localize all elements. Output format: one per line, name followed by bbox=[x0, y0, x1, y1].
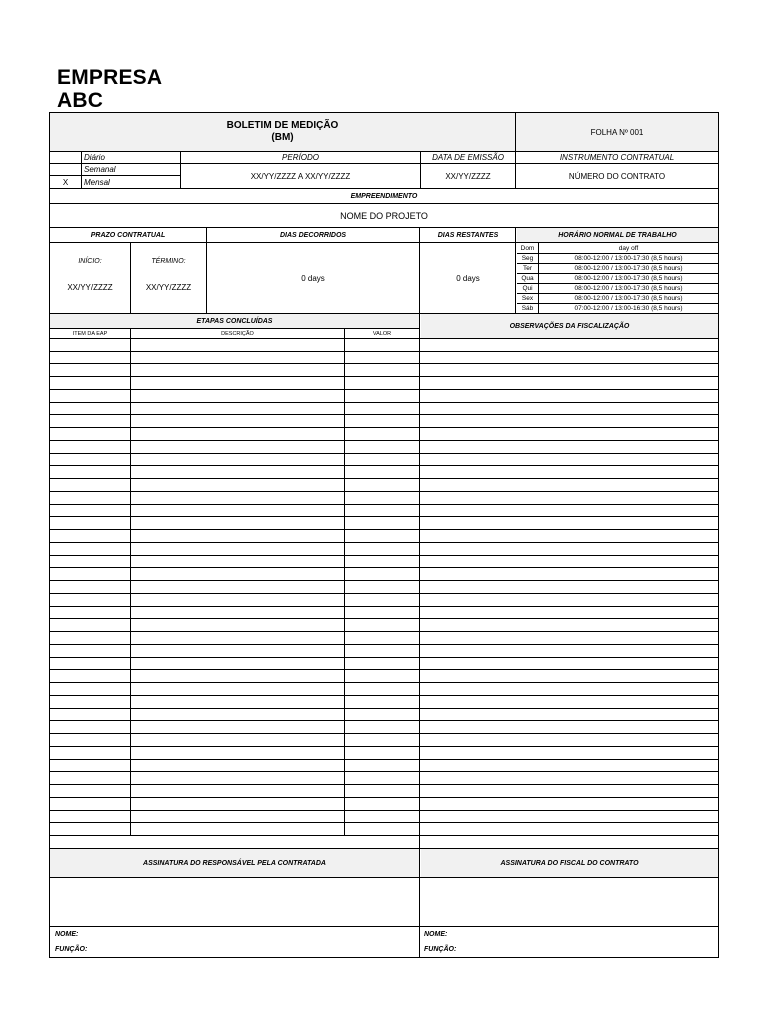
schedule-hours: 08:00-12:00 / 13:00-17:30 (8,5 hours) bbox=[574, 294, 683, 302]
work-schedule-table bbox=[517, 243, 718, 313]
stage-row[interactable] bbox=[50, 594, 718, 606]
stage-row[interactable] bbox=[50, 441, 718, 453]
work-schedule-label: HORÁRIO NORMAL DE TRABALHO bbox=[517, 228, 718, 242]
frequency-monthly-label: Mensal bbox=[84, 177, 110, 187]
remaining-days-value[interactable]: 0 days bbox=[456, 273, 480, 283]
column-description: DESCRIÇÃO bbox=[221, 330, 254, 337]
measurement-form bbox=[49, 112, 719, 958]
period-label: PERÍODO bbox=[282, 153, 319, 162]
schedule-hours: 08:00-12:00 / 13:00-17:30 (8,5 hours) bbox=[574, 264, 683, 272]
stage-row[interactable] bbox=[50, 364, 718, 376]
stage-row[interactable] bbox=[50, 492, 718, 504]
column-value: VALOR bbox=[372, 330, 392, 337]
contractor-signature-label: ASSINATURA DO RESPONSÁVEL PELA CONTRATADA bbox=[50, 849, 419, 877]
schedule-hours: 08:00-12:00 / 13:00-17:30 (8,5 hours) bbox=[574, 274, 683, 282]
company-name bbox=[57, 66, 162, 112]
inspector-signature-label: ASSINATURA DO FISCAL DO CONTRATO bbox=[421, 849, 718, 877]
elapsed-days-label: DIAS DECORRIDOS bbox=[279, 231, 347, 239]
stage-row[interactable] bbox=[50, 568, 718, 580]
inspector-role-label: FUNÇÃO: bbox=[424, 946, 457, 953]
schedule-day: Dom bbox=[520, 244, 535, 252]
stage-row[interactable] bbox=[50, 581, 718, 593]
observations-label: OBSERVAÇÕES DA FISCALIZAÇÃO bbox=[421, 314, 718, 338]
frequency-daily-label: Diário bbox=[84, 153, 105, 162]
stage-row[interactable] bbox=[50, 517, 718, 529]
schedule-hours: 08:00-12:00 / 13:00-17:30 (8,5 hours) bbox=[574, 254, 683, 262]
schedule-hours: day off bbox=[618, 244, 639, 252]
contract-value[interactable]: NÚMERO DO CONTRATO bbox=[568, 171, 666, 181]
stage-row[interactable] bbox=[50, 415, 718, 427]
form-title-line2: (BM) bbox=[271, 132, 294, 143]
schedule-day: Qua bbox=[521, 274, 534, 282]
elapsed-days-value[interactable]: 0 days bbox=[301, 273, 325, 283]
stage-row[interactable] bbox=[50, 798, 718, 810]
stage-row[interactable] bbox=[50, 696, 718, 708]
frequency-daily-mark[interactable] bbox=[50, 152, 81, 163]
schedule-day: Sáb bbox=[521, 304, 534, 312]
stage-row[interactable] bbox=[50, 352, 718, 364]
frequency-monthly-mark[interactable]: X bbox=[62, 177, 69, 187]
stage-row[interactable] bbox=[50, 645, 718, 657]
contractor-name-label: NOME: bbox=[55, 931, 79, 938]
deadline-label: PRAZO CONTRATUAL bbox=[90, 231, 166, 239]
period-value[interactable]: XX/YY/ZZZZ A XX/YY/ZZZZ bbox=[250, 171, 351, 181]
frequency-weekly-mark[interactable] bbox=[50, 164, 81, 175]
stage-row[interactable] bbox=[50, 811, 718, 823]
remaining-days-label: DIAS RESTANTES bbox=[437, 231, 499, 239]
stage-row[interactable] bbox=[50, 403, 718, 415]
start-date-value[interactable]: XX/YY/ZZZZ bbox=[67, 282, 113, 292]
stage-row[interactable] bbox=[50, 670, 718, 682]
stage-row[interactable] bbox=[50, 543, 718, 555]
stage-row[interactable] bbox=[50, 607, 718, 619]
stage-row[interactable] bbox=[50, 709, 718, 721]
schedule-day: Ter bbox=[522, 264, 533, 272]
stage-row[interactable] bbox=[50, 428, 718, 440]
stage-row[interactable] bbox=[50, 683, 718, 695]
contractor-signature-area[interactable] bbox=[50, 878, 419, 926]
schedule-day: Sex bbox=[521, 294, 534, 302]
project-label: EMPREENDIMENTO bbox=[350, 192, 418, 200]
stage-row[interactable] bbox=[50, 454, 718, 466]
issue-date-label: DATA DE EMISSÃO bbox=[432, 153, 504, 162]
end-date-value[interactable]: XX/YY/ZZZZ bbox=[145, 282, 192, 292]
stage-row[interactable] bbox=[50, 556, 718, 568]
stage-row[interactable] bbox=[50, 658, 718, 670]
stage-row[interactable] bbox=[50, 734, 718, 746]
form-title-line1: BOLETIM DE MEDIÇÃO bbox=[226, 120, 339, 131]
inspector-name-label: NOME: bbox=[424, 931, 448, 938]
stage-row[interactable] bbox=[50, 390, 718, 402]
schedule-day: Qui bbox=[522, 284, 533, 292]
sheet-number: FOLHA Nº 001 bbox=[516, 113, 718, 151]
stage-row[interactable] bbox=[50, 760, 718, 772]
stage-row[interactable] bbox=[50, 785, 718, 797]
stage-row[interactable] bbox=[50, 721, 718, 733]
stages-label: ETAPAS CONCLUÍDAS bbox=[50, 314, 419, 328]
stage-row[interactable] bbox=[50, 505, 718, 517]
grid-row-line bbox=[50, 835, 718, 836]
company-name-line1: EMPRESA bbox=[57, 66, 163, 89]
schedule-day: Seg bbox=[521, 254, 534, 262]
stage-row[interactable] bbox=[50, 339, 718, 351]
stage-row[interactable] bbox=[50, 772, 718, 784]
frequency-weekly-label: Semanal bbox=[84, 165, 116, 174]
stage-row[interactable] bbox=[50, 466, 718, 478]
project-name[interactable]: NOME DO PROJETO bbox=[340, 210, 428, 221]
form-title bbox=[50, 113, 515, 151]
stage-row[interactable] bbox=[50, 377, 718, 389]
stage-row[interactable] bbox=[50, 479, 718, 491]
inspector-signature-area[interactable] bbox=[421, 878, 718, 926]
end-date-label: TÉRMINO: bbox=[151, 257, 186, 265]
start-date-label: INÍCIO: bbox=[78, 257, 102, 265]
contract-label: INSTRUMENTO CONTRATUAL bbox=[559, 153, 675, 162]
stage-row[interactable] bbox=[50, 632, 718, 644]
stage-row[interactable] bbox=[50, 619, 718, 631]
contractor-role-label: FUNÇÃO: bbox=[55, 946, 88, 953]
stage-row[interactable] bbox=[50, 747, 718, 759]
column-wbs-item: ITEM DA EAP bbox=[72, 330, 108, 337]
schedule-hours: 08:00-12:00 / 13:00-17:30 (8,5 hours) bbox=[574, 284, 683, 292]
stage-row[interactable] bbox=[50, 530, 718, 542]
schedule-hours: 07:00-12:00 / 13:00-16:30 (8,5 hours) bbox=[574, 304, 683, 312]
stage-row[interactable] bbox=[50, 823, 718, 835]
issue-date-value[interactable]: XX/YY/ZZZZ bbox=[445, 171, 491, 181]
company-name-line2: ABC bbox=[57, 89, 104, 112]
